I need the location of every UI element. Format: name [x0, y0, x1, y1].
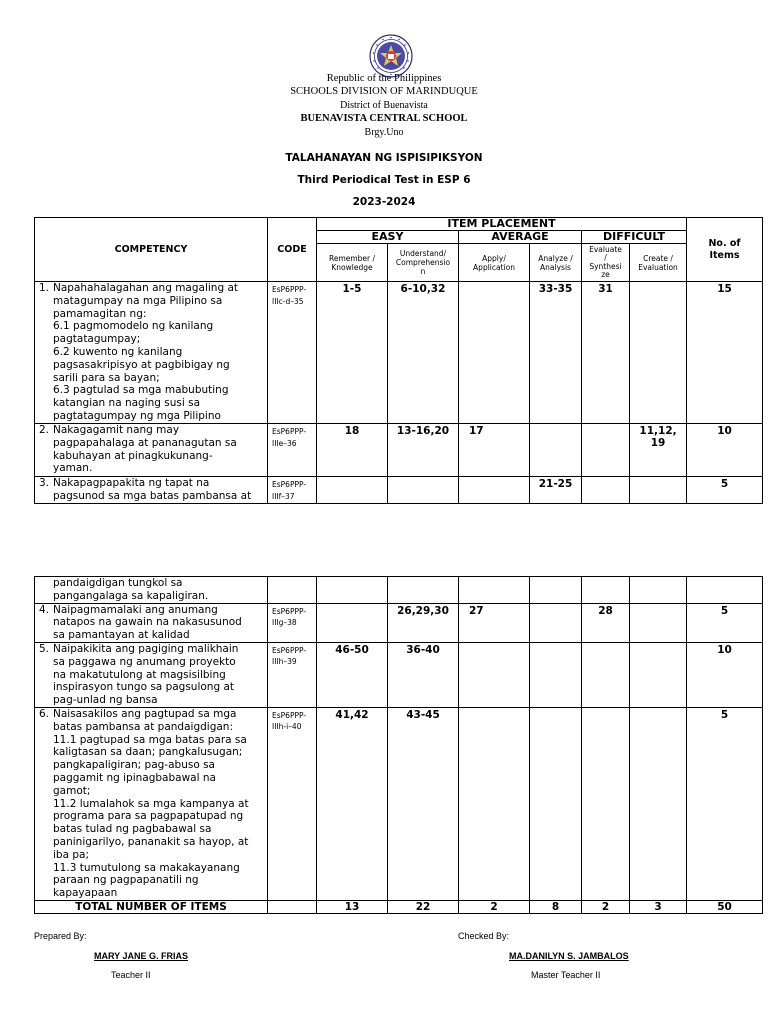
header-evaluate: Evaluate / Synthesi ze [582, 244, 630, 282]
evaluate-cell: 31 [582, 282, 630, 424]
items-cell: 5 [687, 707, 763, 900]
understand-cell: 13-16,20 [388, 424, 459, 477]
analyze-cell: 33-35 [530, 282, 582, 424]
code-cell: EsP6PPP- IIIh–39 [268, 642, 317, 707]
apply-cell [459, 282, 530, 424]
create-cell [630, 603, 687, 642]
header-apply: Apply/ Application [459, 244, 530, 282]
remember-cell: 18 [317, 424, 388, 477]
header-remember: Remember / Knowledge [317, 244, 388, 282]
totals-code [268, 900, 317, 913]
understand-cell: 6-10,32 [388, 282, 459, 424]
totals-evaluate: 2 [582, 900, 630, 913]
table-row [35, 282, 763, 424]
create-cell [630, 707, 687, 900]
code-cell: EsP6PPP- IIIf–37 [268, 477, 317, 504]
spec-table-part2 [34, 576, 763, 914]
items-cell: 15 [687, 282, 763, 424]
apply-cell [459, 477, 530, 504]
evaluate-cell [582, 424, 630, 477]
table-row [35, 477, 763, 504]
header-competency: COMPETENCY [35, 218, 268, 282]
doc-year: 2023-2024 [352, 196, 416, 208]
header-average: AVERAGE [459, 231, 582, 244]
doc-title: TALAHANAYAN NG ISPISIPIKSYON [285, 152, 483, 164]
header-republic: Republic of the Philippines [326, 73, 442, 84]
understand-cell [388, 477, 459, 504]
totals-understand: 22 [388, 900, 459, 913]
analyze-cell [530, 642, 582, 707]
header-barangay: Brgy.Uno [364, 127, 404, 138]
items-cell: 10 [687, 642, 763, 707]
deped-seal-icon [369, 34, 413, 78]
totals-label: TOTAL NUMBER OF ITEMS [35, 900, 268, 913]
competency-cell: 3. Nakapagpapakita ng tapat na pagsunod sa mga batas pambansa at [35, 477, 268, 504]
remember-cell: 46-50 [317, 642, 388, 707]
totals-apply: 2 [459, 900, 530, 913]
header-no-items: No. of Items [687, 218, 763, 282]
apply-cell: 17 [459, 424, 530, 477]
code-cell: EsP6PPP- IIIg–38 [268, 603, 317, 642]
header-school: BUENAVISTA CENTRAL SCHOOL [300, 113, 468, 124]
header-code: CODE [268, 218, 317, 282]
spec-table-part1 [34, 217, 763, 504]
competency-cell: 1. Napahahalagahan ang magaling at matagumpay na mga Pilipino sa pamamagitan ng: 6.1 pagmomodelo ng kanilang pagtatagumpay; 6.2 kuwento ng kanilang pagsasakripisyo at pagbibigay ng sarili para sa bayan; 6.3 pagtulad sa mga mabubuting katangian na naging susi sa pagtatagumpay ng mga Pilipino [35, 282, 268, 424]
evaluate-cell [582, 707, 630, 900]
code-cell: EsP6PPP- IIIc-d–35 [268, 282, 317, 424]
remember-cell [317, 603, 388, 642]
header-understand: Understand/ Comprehensio n [388, 244, 459, 282]
create-cell [630, 477, 687, 504]
analyze-cell: 21-25 [530, 477, 582, 504]
evaluate-cell [582, 477, 630, 504]
totals-row [35, 900, 763, 913]
analyze-cell [530, 424, 582, 477]
totals-analyze: 8 [530, 900, 582, 913]
competency-cell: 2. Nakagagamit nang may pagpapahalaga at pananagutan sa kabuhayan at pinagkukunang- yaman. [35, 424, 268, 477]
evaluate-cell [582, 642, 630, 707]
remember-cell [317, 477, 388, 504]
competency-cell: 6. Naisasakilos ang pagtupad sa mga batas pambansa at pandaigdigan: 11.1 pagtupad sa mga batas para sa kaligtasan sa daan; pangkalusugan; pangkapaligiran; pag-abuso sa paggamit ng ipinagbabawal na gamot; 11.2 lumalahok sa mga kampanya at programa para sa pagpapatupad ng batas tulad ng pagbabawal sa paninigarilyo, pananakit sa hayop, at iba pa; 11.3 tumutulong sa makakayanang paraan ng pagpapanatili ng kapayapaan [35, 707, 268, 900]
totals-create: 3 [630, 900, 687, 913]
header-division: SCHOOLS DIVISION OF MARINDUQUE [290, 86, 478, 97]
prepared-by-label: Prepared By: [34, 931, 87, 941]
totals-remember: 13 [317, 900, 388, 913]
competency-cell: 5. Naipakikita ang pagiging malikhain sa paggawa ng anumang proyekto na makatutulong at magsisilbing inspirasyon tungo sa pagsulong at pag-unlad ng bansa [35, 642, 268, 707]
checked-by-title: Master Teacher II [531, 970, 601, 980]
evaluate-cell: 28 [582, 603, 630, 642]
table-row [35, 707, 763, 900]
understand-cell: 26,29,30 [388, 603, 459, 642]
totals-items: 50 [687, 900, 763, 913]
prepared-by-name: MARY JANE G. FRIAS [94, 951, 189, 961]
checked-by-name: MA.DANILYN S. JAMBALOS [509, 951, 629, 961]
create-cell [630, 642, 687, 707]
table-row [35, 642, 763, 707]
understand-cell: 43-45 [388, 707, 459, 900]
header-easy: EASY [317, 231, 459, 244]
code-cell: EsP6PPP- IIIe–36 [268, 424, 317, 477]
checked-by-label: Checked By: [458, 931, 510, 941]
create-cell: 11,12, 19 [630, 424, 687, 477]
competency-cell: 4. Naipagmamalaki ang anumang natapos na gawain na nakasusunod sa pamantayan at kalidad [35, 603, 268, 642]
header-analyze: Analyze / Analysis [530, 244, 582, 282]
header-difficult: DIFFICULT [582, 231, 687, 244]
table-row [35, 424, 763, 477]
header-item-placement: ITEM PLACEMENT [317, 218, 687, 231]
items-cell: 5 [687, 477, 763, 504]
items-cell: 5 [687, 603, 763, 642]
items-cell: 10 [687, 424, 763, 477]
header-district: District of Buenavista [340, 100, 428, 111]
prepared-by-title: Teacher II [111, 970, 151, 980]
apply-cell: 27 [459, 603, 530, 642]
remember-cell: 1-5 [317, 282, 388, 424]
create-cell [630, 282, 687, 424]
understand-cell: 36-40 [388, 642, 459, 707]
analyze-cell [530, 603, 582, 642]
apply-cell [459, 642, 530, 707]
table-row [35, 577, 763, 604]
analyze-cell [530, 707, 582, 900]
competency-cell: pandaigdigan tungkol sa pangangalaga sa kapaligiran. [35, 577, 268, 604]
remember-cell: 41,42 [317, 707, 388, 900]
doc-subtitle: Third Periodical Test in ESP 6 [297, 174, 471, 186]
table-row [35, 603, 763, 642]
apply-cell [459, 707, 530, 900]
header-create: Create / Evaluation [630, 244, 687, 282]
code-cell: EsP6PPP- IIIh-i–40 [268, 707, 317, 900]
